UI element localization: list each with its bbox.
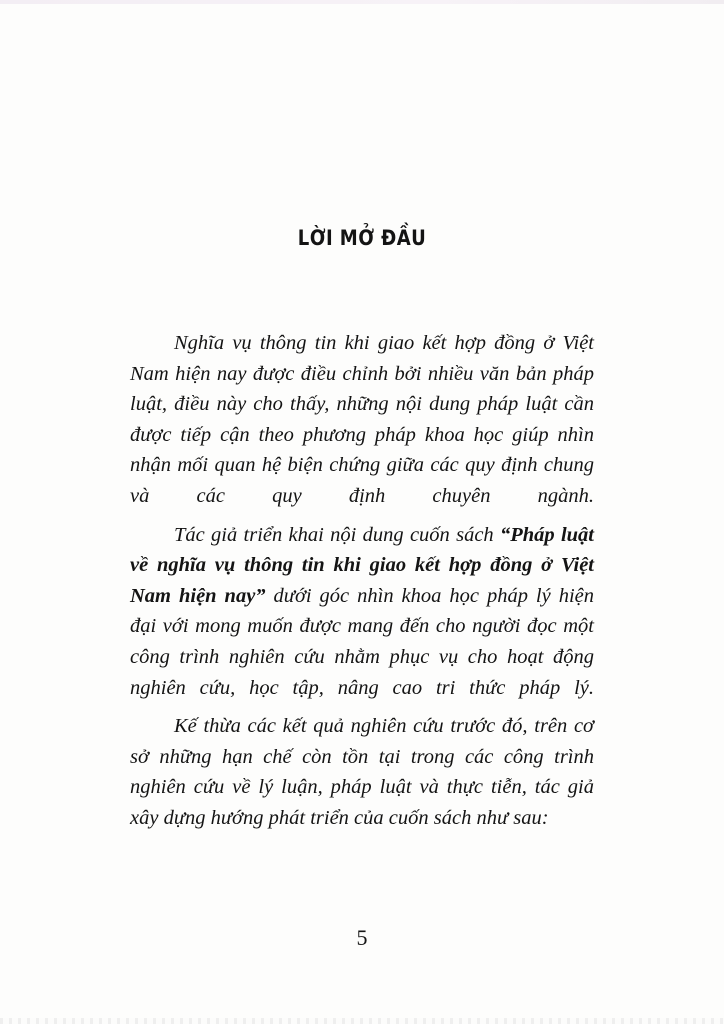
book-title: “Pháp luật về nghĩa vụ thông tin khi giao kết hợp đồng ở Việt Nam hiện nay”: [130, 523, 594, 607]
paragraph-3: Kế thừa các kết quả nghiên cứu trước đó, trên cơ sở những hạn chế còn tồn tại trong các công trình nghiên cứu về lý luận, pháp luật và thực tiễn, tác giả xây dựng hướng phát triển của cuốn sách như sau:: [130, 715, 594, 829]
paragraph-2-intro: Tác giả triển khai nội dung cuốn sách: [174, 523, 500, 546]
page-top-edge: [0, 0, 724, 4]
paragraph-2-rest: dưới góc nhìn khoa học pháp lý hiện đại với mong muốn được mang đến cho người đọc một công trình nghiên cứu nhằm phục vụ cho hoạt động nghiên cứu, học tập, nâng cao tri thức pháp lý.: [130, 584, 594, 699]
body-text: [130, 328, 594, 842]
page-bottom-edge: [0, 1018, 724, 1024]
paragraph-1: Nghĩa vụ thông tin khi giao kết hợp đồng ở Việt Nam hiện nay được điều chỉnh bởi nhiều văn bản pháp luật, điều này cho thấy, những nội dung pháp luật cần được tiếp cận theo phương pháp khoa học giúp nhìn nhận mối quan hệ biện chứng giữa các quy định chung và các quy định chuyên ngành.: [130, 332, 594, 507]
page-heading: LỜI MỞ ĐẦU: [297, 226, 427, 250]
paragraph-2: [130, 520, 594, 704]
page-number: 5: [356, 925, 368, 950]
